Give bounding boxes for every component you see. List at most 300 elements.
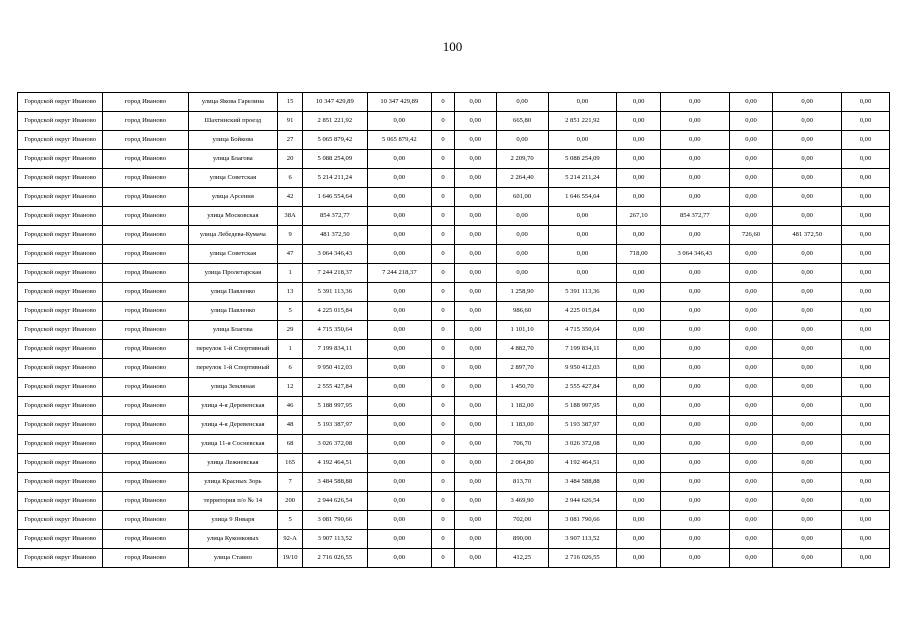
cell-area-col-11: 0,00: [617, 416, 661, 435]
cell-street: улица Благова: [188, 321, 277, 340]
cell-value-col-15: 0,00: [842, 302, 890, 321]
cell-cost-col-12: 0,00: [660, 264, 729, 283]
cell-total-cost: 3 484 588,88: [303, 473, 368, 492]
cell-house-number: 42: [278, 188, 303, 207]
cell-cost-col-12: 0,00: [660, 492, 729, 511]
cell-area-col-13: 0,00: [729, 188, 773, 207]
cell-municipality: Городской округ Иваново: [18, 321, 103, 340]
cell-value-col-15: 0,00: [842, 530, 890, 549]
cell-area-col-11: 0,00: [617, 530, 661, 549]
cell-total-cost: 5 391 113,36: [303, 283, 368, 302]
cell-cost-col-12: 854 372,77: [660, 207, 729, 226]
table-body: [18, 93, 890, 568]
cell-settlement: город Иваново: [103, 397, 188, 416]
cell-value-col-15: 0,00: [842, 207, 890, 226]
cell-cost-col-12: 0,00: [660, 302, 729, 321]
cell-area-col-11: 0,00: [617, 378, 661, 397]
cell-value-col-8: 0,00: [454, 549, 496, 568]
cell-cost-col-12: 0,00: [660, 511, 729, 530]
cell-cost-col-10: 3 081 790,66: [548, 511, 617, 530]
cell-municipality: Городской округ Иваново: [18, 397, 103, 416]
cell-cost-col-6: 0,00: [367, 340, 432, 359]
cell-street: улица Благова: [188, 150, 277, 169]
cell-area-col-9: 1 183,00: [496, 416, 548, 435]
cell-area-col-9: 2 264,40: [496, 169, 548, 188]
cell-value-col-15: 0,00: [842, 169, 890, 188]
cell-area-col-11: 0,00: [617, 188, 661, 207]
cell-count-col-7: 0: [432, 492, 455, 511]
cell-street: улица Лежневская: [188, 454, 277, 473]
cell-total-cost: 4 715 350,64: [303, 321, 368, 340]
cell-value-col-8: 0,00: [454, 530, 496, 549]
cell-count-col-7: 0: [432, 302, 455, 321]
cell-cost-col-12: 0,00: [660, 359, 729, 378]
cell-count-col-7: 0: [432, 378, 455, 397]
table-row: [18, 435, 890, 454]
cell-cost-col-12: 0,00: [660, 93, 729, 112]
table-row: [18, 321, 890, 340]
cell-area-col-13: 0,00: [729, 359, 773, 378]
cell-cost-col-12: 0,00: [660, 283, 729, 302]
cell-total-cost: 1 646 554,64: [303, 188, 368, 207]
table-row: [18, 207, 890, 226]
cell-cost-col-6: 10 347 429,89: [367, 93, 432, 112]
cell-cost-col-6: 0,00: [367, 511, 432, 530]
cell-cost-col-10: 0,00: [548, 207, 617, 226]
cell-house-number: 5: [278, 302, 303, 321]
cell-cost-col-14: 0,00: [773, 378, 842, 397]
cell-value-col-8: 0,00: [454, 359, 496, 378]
cell-street: переулок 1-й Спортивный: [188, 340, 277, 359]
cell-value-col-8: 0,00: [454, 150, 496, 169]
cell-cost-col-6: 0,00: [367, 435, 432, 454]
table-row: [18, 492, 890, 511]
cell-municipality: Городской округ Иваново: [18, 207, 103, 226]
cell-settlement: город Иваново: [103, 359, 188, 378]
cell-cost-col-14: 481 372,50: [773, 226, 842, 245]
cell-settlement: город Иваново: [103, 549, 188, 568]
cell-cost-col-12: 0,00: [660, 473, 729, 492]
cell-municipality: Городской округ Иваново: [18, 264, 103, 283]
cell-settlement: город Иваново: [103, 492, 188, 511]
cell-area-col-11: 0,00: [617, 150, 661, 169]
cell-settlement: город Иваново: [103, 112, 188, 131]
cell-house-number: 92-А: [278, 530, 303, 549]
cell-total-cost: 2 851 221,92: [303, 112, 368, 131]
cell-municipality: Городской округ Иваново: [18, 340, 103, 359]
cell-municipality: Городской округ Иваново: [18, 245, 103, 264]
cell-cost-col-14: 0,00: [773, 359, 842, 378]
cell-count-col-7: 0: [432, 188, 455, 207]
cell-cost-col-12: 0,00: [660, 226, 729, 245]
cell-count-col-7: 0: [432, 93, 455, 112]
cell-house-number: 7: [278, 473, 303, 492]
cell-area-col-11: 0,00: [617, 131, 661, 150]
cell-street: улица Бойкова: [188, 131, 277, 150]
cell-cost-col-6: 0,00: [367, 492, 432, 511]
cell-settlement: город Иваново: [103, 473, 188, 492]
cell-settlement: город Иваново: [103, 340, 188, 359]
cell-cost-col-6: 0,00: [367, 416, 432, 435]
cell-area-col-11: 0,00: [617, 435, 661, 454]
cell-value-col-8: 0,00: [454, 131, 496, 150]
cell-cost-col-10: 1 646 554,64: [548, 188, 617, 207]
cell-house-number: 1: [278, 264, 303, 283]
cell-cost-col-10: 4 715 350,64: [548, 321, 617, 340]
cell-municipality: Городской округ Иваново: [18, 530, 103, 549]
cell-area-col-13: 0,00: [729, 150, 773, 169]
cell-cost-col-14: 0,00: [773, 131, 842, 150]
cell-total-cost: 5 088 254,09: [303, 150, 368, 169]
cell-cost-col-10: 0,00: [548, 131, 617, 150]
cell-house-number: 5: [278, 511, 303, 530]
cell-municipality: Городской округ Иваново: [18, 492, 103, 511]
cell-cost-col-14: 0,00: [773, 454, 842, 473]
cell-area-col-11: 0,00: [617, 359, 661, 378]
cell-area-col-13: 0,00: [729, 378, 773, 397]
cell-street: улица Ставно: [188, 549, 277, 568]
cell-cost-col-12: 0,00: [660, 150, 729, 169]
cell-area-col-11: 0,00: [617, 340, 661, 359]
cell-cost-col-12: 0,00: [660, 397, 729, 416]
cell-cost-col-6: 0,00: [367, 321, 432, 340]
cell-street: улица Московская: [188, 207, 277, 226]
cell-cost-col-10: 4 192 464,51: [548, 454, 617, 473]
cell-cost-col-6: 0,00: [367, 530, 432, 549]
cell-house-number: 46: [278, 397, 303, 416]
cell-area-col-11: 0,00: [617, 321, 661, 340]
cell-cost-col-14: 0,00: [773, 93, 842, 112]
cell-house-number: 20: [278, 150, 303, 169]
cell-street: улица 4-я Деревенская: [188, 416, 277, 435]
cell-value-col-8: 0,00: [454, 93, 496, 112]
cell-total-cost: 7 199 834,11: [303, 340, 368, 359]
budget-table: [17, 92, 890, 568]
cell-cost-col-12: 0,00: [660, 530, 729, 549]
cell-value-col-8: 0,00: [454, 169, 496, 188]
cell-value-col-8: 0,00: [454, 378, 496, 397]
cell-cost-col-10: 7 199 834,11: [548, 340, 617, 359]
cell-area-col-13: 0,00: [729, 435, 773, 454]
cell-house-number: 165: [278, 454, 303, 473]
cell-value-col-15: 0,00: [842, 378, 890, 397]
cell-value-col-8: 0,00: [454, 492, 496, 511]
table-row: [18, 530, 890, 549]
cell-count-col-7: 0: [432, 416, 455, 435]
cell-municipality: Городской округ Иваново: [18, 359, 103, 378]
cell-area-col-9: 890,00: [496, 530, 548, 549]
cell-cost-col-14: 0,00: [773, 397, 842, 416]
cell-house-number: 29: [278, 321, 303, 340]
cell-area-col-13: 0,00: [729, 473, 773, 492]
cell-cost-col-14: 0,00: [773, 473, 842, 492]
cell-cost-col-6: 5 065 879,42: [367, 131, 432, 150]
cell-municipality: Городской округ Иваново: [18, 416, 103, 435]
table-row: [18, 169, 890, 188]
table-row: [18, 131, 890, 150]
cell-area-col-9: 0,00: [496, 93, 548, 112]
cell-cost-col-10: 3 907 113,52: [548, 530, 617, 549]
cell-municipality: Городской округ Иваново: [18, 511, 103, 530]
cell-area-col-11: 0,00: [617, 454, 661, 473]
cell-house-number: 48: [278, 416, 303, 435]
cell-municipality: Городской округ Иваново: [18, 283, 103, 302]
cell-cost-col-14: 0,00: [773, 321, 842, 340]
cell-area-col-13: 0,00: [729, 245, 773, 264]
cell-area-col-13: 0,00: [729, 302, 773, 321]
cell-area-col-11: 0,00: [617, 93, 661, 112]
cell-value-col-8: 0,00: [454, 397, 496, 416]
cell-value-col-15: 0,00: [842, 492, 890, 511]
cell-cost-col-10: 5 193 387,97: [548, 416, 617, 435]
cell-municipality: Городской округ Иваново: [18, 226, 103, 245]
cell-cost-col-14: 0,00: [773, 112, 842, 131]
cell-value-col-8: 0,00: [454, 264, 496, 283]
cell-count-col-7: 0: [432, 321, 455, 340]
cell-cost-col-10: 0,00: [548, 264, 617, 283]
table-row: [18, 340, 890, 359]
cell-value-col-15: 0,00: [842, 359, 890, 378]
cell-street: улица Павленко: [188, 302, 277, 321]
cell-area-col-11: 0,00: [617, 492, 661, 511]
cell-cost-col-6: 0,00: [367, 150, 432, 169]
cell-municipality: Городской округ Иваново: [18, 435, 103, 454]
cell-street: Шахтинский проезд: [188, 112, 277, 131]
cell-cost-col-6: 0,00: [367, 283, 432, 302]
cell-value-col-8: 0,00: [454, 245, 496, 264]
cell-area-col-13: 0,00: [729, 207, 773, 226]
cell-value-col-8: 0,00: [454, 416, 496, 435]
cell-municipality: Городской округ Иваново: [18, 150, 103, 169]
cell-settlement: город Иваново: [103, 435, 188, 454]
table-row: [18, 245, 890, 264]
cell-area-col-11: 0,00: [617, 302, 661, 321]
cell-area-col-13: 0,00: [729, 131, 773, 150]
cell-house-number: 47: [278, 245, 303, 264]
cell-cost-col-10: 2 716 026,55: [548, 549, 617, 568]
cell-area-col-13: 0,00: [729, 283, 773, 302]
cell-area-col-9: 1 101,10: [496, 321, 548, 340]
cell-cost-col-14: 0,00: [773, 549, 842, 568]
cell-area-col-13: 0,00: [729, 397, 773, 416]
cell-count-col-7: 0: [432, 549, 455, 568]
cell-count-col-7: 0: [432, 511, 455, 530]
cell-value-col-15: 0,00: [842, 397, 890, 416]
cell-area-col-13: 0,00: [729, 492, 773, 511]
cell-settlement: город Иваново: [103, 283, 188, 302]
cell-value-col-8: 0,00: [454, 302, 496, 321]
cell-area-col-9: 0,00: [496, 245, 548, 264]
cell-cost-col-12: 0,00: [660, 169, 729, 188]
cell-cost-col-12: 0,00: [660, 340, 729, 359]
cell-cost-col-6: 0,00: [367, 549, 432, 568]
cell-value-col-15: 0,00: [842, 131, 890, 150]
cell-count-col-7: 0: [432, 131, 455, 150]
cell-count-col-7: 0: [432, 530, 455, 549]
cell-area-col-11: 0,00: [617, 283, 661, 302]
cell-value-col-15: 0,00: [842, 416, 890, 435]
cell-area-col-9: 0,00: [496, 226, 548, 245]
cell-count-col-7: 0: [432, 473, 455, 492]
cell-settlement: город Иваново: [103, 188, 188, 207]
cell-value-col-15: 0,00: [842, 321, 890, 340]
cell-street: улица Советская: [188, 245, 277, 264]
cell-area-col-9: 986,60: [496, 302, 548, 321]
cell-value-col-8: 0,00: [454, 112, 496, 131]
cell-value-col-15: 0,00: [842, 188, 890, 207]
cell-municipality: Городской округ Иваново: [18, 169, 103, 188]
cell-count-col-7: 0: [432, 454, 455, 473]
cell-total-cost: 2 555 427,84: [303, 378, 368, 397]
table-row: [18, 454, 890, 473]
cell-value-col-8: 0,00: [454, 473, 496, 492]
cell-count-col-7: 0: [432, 207, 455, 226]
cell-area-col-13: 0,00: [729, 264, 773, 283]
cell-area-col-9: 1 182,00: [496, 397, 548, 416]
cell-total-cost: 481 372,50: [303, 226, 368, 245]
cell-area-col-13: 0,00: [729, 416, 773, 435]
cell-total-cost: 3 081 790,66: [303, 511, 368, 530]
cell-municipality: Городской округ Иваново: [18, 549, 103, 568]
cell-area-col-9: 0,00: [496, 131, 548, 150]
table-row: [18, 473, 890, 492]
cell-cost-col-14: 0,00: [773, 207, 842, 226]
cell-cost-col-12: 0,00: [660, 435, 729, 454]
cell-total-cost: 3 064 346,43: [303, 245, 368, 264]
cell-value-col-15: 0,00: [842, 340, 890, 359]
cell-area-col-9: 2 209,70: [496, 150, 548, 169]
cell-settlement: город Иваново: [103, 416, 188, 435]
table-row: [18, 397, 890, 416]
cell-municipality: Городской округ Иваново: [18, 131, 103, 150]
cell-area-col-11: 267,10: [617, 207, 661, 226]
cell-cost-col-6: 0,00: [367, 397, 432, 416]
cell-settlement: город Иваново: [103, 511, 188, 530]
cell-count-col-7: 0: [432, 150, 455, 169]
cell-house-number: 200: [278, 492, 303, 511]
cell-area-col-9: 4 882,70: [496, 340, 548, 359]
cell-area-col-9: 2 064,80: [496, 454, 548, 473]
cell-value-col-15: 0,00: [842, 245, 890, 264]
cell-area-col-13: 0,00: [729, 321, 773, 340]
cell-value-col-15: 0,00: [842, 473, 890, 492]
cell-area-col-11: 718,00: [617, 245, 661, 264]
cell-municipality: Городской округ Иваново: [18, 473, 103, 492]
cell-area-col-9: 412,25: [496, 549, 548, 568]
cell-value-col-8: 0,00: [454, 511, 496, 530]
cell-house-number: 1: [278, 340, 303, 359]
cell-cost-col-14: 0,00: [773, 245, 842, 264]
cell-house-number: 13: [278, 283, 303, 302]
cell-cost-col-14: 0,00: [773, 435, 842, 454]
cell-street: улица Красных Зорь: [188, 473, 277, 492]
cell-area-col-11: 0,00: [617, 549, 661, 568]
cell-street: улица 4-я Деревенская: [188, 397, 277, 416]
page-number: 100: [442, 39, 463, 54]
cell-municipality: Городской округ Иваново: [18, 378, 103, 397]
cell-area-col-13: 0,00: [729, 169, 773, 188]
cell-cost-col-14: 0,00: [773, 188, 842, 207]
cell-municipality: Городской округ Иваново: [18, 302, 103, 321]
cell-total-cost: 4 225 015,84: [303, 302, 368, 321]
cell-settlement: город Иваново: [103, 302, 188, 321]
cell-settlement: город Иваново: [103, 131, 188, 150]
cell-cost-col-12: 0,00: [660, 321, 729, 340]
cell-count-col-7: 0: [432, 169, 455, 188]
cell-value-col-15: 0,00: [842, 264, 890, 283]
cell-cost-col-10: 0,00: [548, 93, 617, 112]
cell-cost-col-14: 0,00: [773, 169, 842, 188]
cell-settlement: город Иваново: [103, 226, 188, 245]
cell-total-cost: 2 716 026,55: [303, 549, 368, 568]
cell-area-col-13: 0,00: [729, 511, 773, 530]
cell-count-col-7: 0: [432, 245, 455, 264]
cell-settlement: город Иваново: [103, 530, 188, 549]
cell-cost-col-14: 0,00: [773, 283, 842, 302]
cell-value-col-15: 0,00: [842, 150, 890, 169]
cell-street: улица Куконковых: [188, 530, 277, 549]
table-row: [18, 302, 890, 321]
cell-cost-col-12: 3 064 346,43: [660, 245, 729, 264]
cell-street: территория п/о № 14: [188, 492, 277, 511]
table-row: [18, 378, 890, 397]
cell-count-col-7: 0: [432, 435, 455, 454]
cell-area-col-9: 813,70: [496, 473, 548, 492]
cell-cost-col-6: 0,00: [367, 207, 432, 226]
cell-cost-col-6: 0,00: [367, 359, 432, 378]
cell-house-number: 12: [278, 378, 303, 397]
table-row: [18, 264, 890, 283]
cell-municipality: Городской округ Иваново: [18, 188, 103, 207]
cell-house-number: 9: [278, 226, 303, 245]
cell-value-col-8: 0,00: [454, 321, 496, 340]
cell-settlement: город Иваново: [103, 245, 188, 264]
cell-cost-col-10: 9 950 412,03: [548, 359, 617, 378]
cell-settlement: город Иваново: [103, 264, 188, 283]
cell-house-number: 6: [278, 359, 303, 378]
cell-area-col-9: 0,00: [496, 264, 548, 283]
cell-cost-col-6: 0,00: [367, 378, 432, 397]
cell-house-number: 38А: [278, 207, 303, 226]
cell-cost-col-6: 0,00: [367, 454, 432, 473]
cell-cost-col-10: 5 391 113,36: [548, 283, 617, 302]
cell-area-col-9: 1 450,70: [496, 378, 548, 397]
cell-area-col-9: 706,70: [496, 435, 548, 454]
cell-area-col-11: 0,00: [617, 473, 661, 492]
cell-total-cost: 7 244 218,37: [303, 264, 368, 283]
cell-cost-col-10: 4 225 015,84: [548, 302, 617, 321]
cell-settlement: город Иваново: [103, 169, 188, 188]
table-row: [18, 226, 890, 245]
cell-settlement: город Иваново: [103, 93, 188, 112]
cell-cost-col-6: 0,00: [367, 112, 432, 131]
cell-cost-col-6: 7 244 218,37: [367, 264, 432, 283]
cell-area-col-11: 0,00: [617, 511, 661, 530]
cell-area-col-9: 665,80: [496, 112, 548, 131]
cell-street: улица Павленко: [188, 283, 277, 302]
cell-cost-col-6: 0,00: [367, 226, 432, 245]
cell-street: улица Пролетарская: [188, 264, 277, 283]
cell-count-col-7: 0: [432, 112, 455, 131]
cell-value-col-8: 0,00: [454, 283, 496, 302]
cell-area-col-9: 1 258,90: [496, 283, 548, 302]
cell-settlement: город Иваново: [103, 150, 188, 169]
cell-cost-col-14: 0,00: [773, 492, 842, 511]
cell-value-col-15: 0,00: [842, 454, 890, 473]
cell-street: улица Арсения: [188, 188, 277, 207]
cell-value-col-8: 0,00: [454, 435, 496, 454]
cell-total-cost: 5 193 387,97: [303, 416, 368, 435]
